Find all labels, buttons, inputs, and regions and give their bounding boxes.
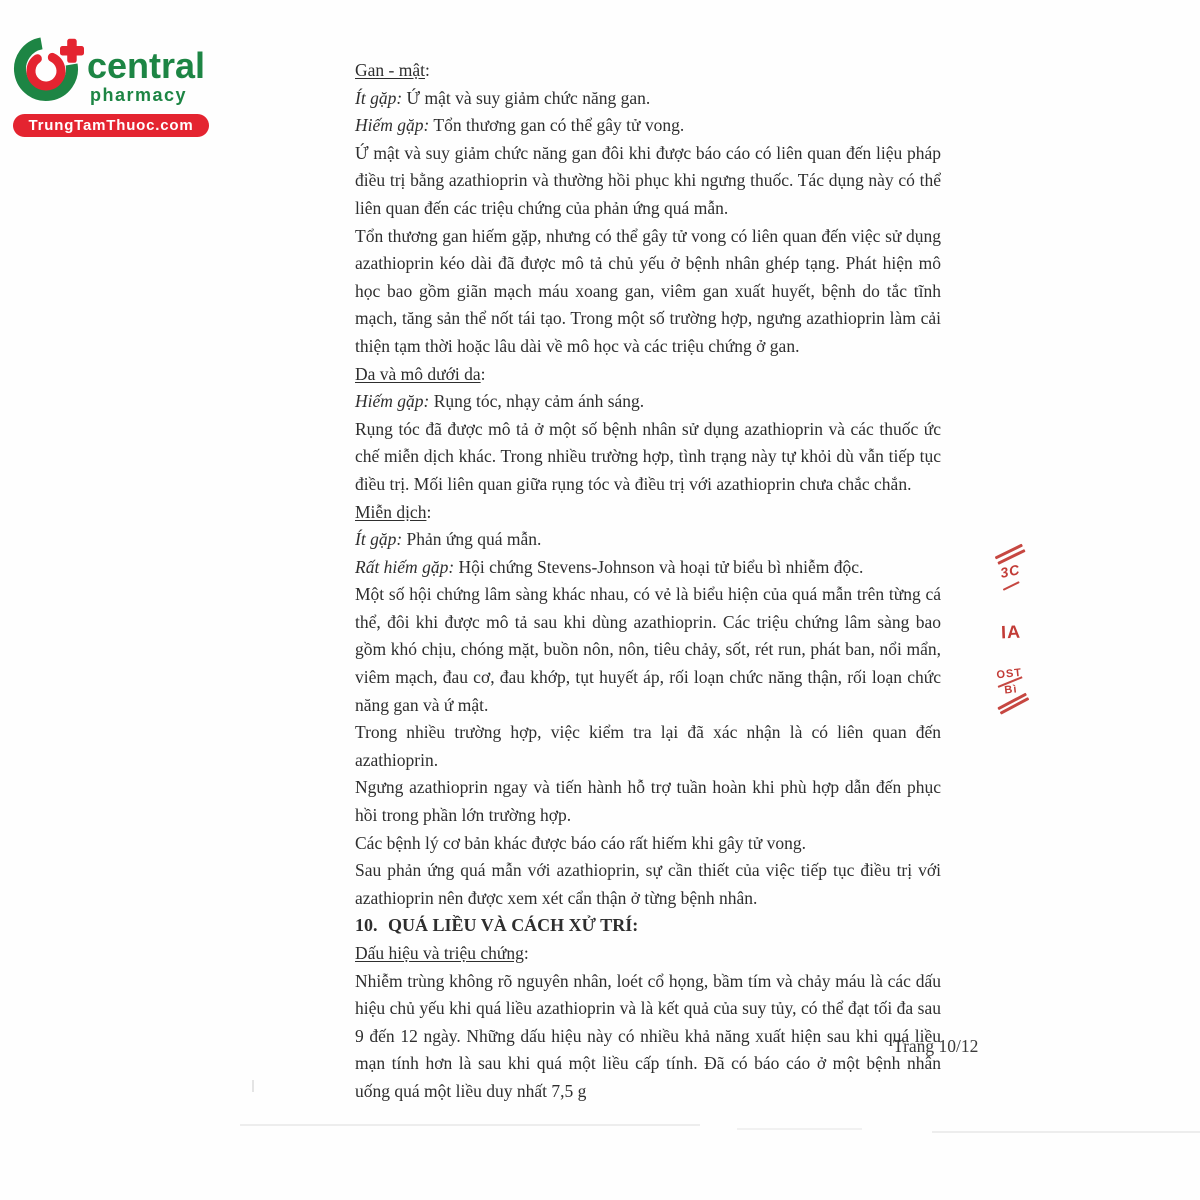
- paragraph: Các bệnh lý cơ bản khác được báo cáo rất hiếm khi gây tử vong.: [355, 832, 807, 853]
- section-heading-overdose: 10. QUÁ LIỀU VÀ CÁCH XỬ TRÍ:: [355, 912, 941, 940]
- scan-artifact-line: [737, 1128, 862, 1130]
- central-pharmacy-c-plus-icon: [13, 30, 85, 108]
- subsection-heading: Miễn dịch:: [355, 501, 432, 522]
- subsection-heading: Gan - mật:: [355, 60, 430, 80]
- paragraph: Trong nhiều trường hợp, việc kiểm tra lại đã xác nhận là có liên quan đến azathioprin.: [355, 722, 941, 770]
- section-number: 10.: [355, 915, 378, 936]
- subsection-heading: Da và mô dưới da:: [355, 363, 486, 384]
- stamp-text-top: OST: [995, 666, 1023, 682]
- scan-artifact-line: [240, 1124, 700, 1126]
- red-stamp-fragment-3: [993, 666, 1030, 714]
- central-pharmacy-logo: [13, 30, 223, 142]
- stamp-strokes: [995, 544, 1023, 560]
- page-number: Trang 10/12: [893, 1036, 979, 1056]
- frequency-line: Hiếm gặp: Tổn thương gan có thể gây tử vong.: [355, 115, 685, 136]
- paragraph: Ứ mật và suy giảm chức năng gan đôi khi được báo cáo có liên quan đến liệu pháp điều trị bằng azathioprin và thường hồi phục khi ngưng thuốc. Tác dụng này có thể liên quan đến các triệu chứng của phản ứng quá mẫn.: [355, 142, 941, 218]
- scan-artifact-mark: [252, 1080, 254, 1092]
- subsection-heading: Dấu hiệu và triệu chứng:: [355, 943, 529, 963]
- logo-website-badge: TrungTamThuoc.com: [13, 114, 209, 137]
- red-stamp-fragment-2: IA: [1000, 621, 1022, 643]
- paragraph: Nhiễm trùng không rõ nguyên nhân, loét cổ họng, bầm tím và chảy máu là các dấu hiệu chủ yếu khi quá liều azathioprin và là kết quả của suy tủy, có thể đạt tối đa sau 9 đến 12 ngày. Những dấu hiệu này có nhiều khả năng xuất hiện sau khi quá liều mạn tính hơn là sau khi quá một liều cấp tính. Đã có báo cáo ở một bệnh nhân uống quá một liều duy nhất 7,5 g: [355, 970, 941, 1101]
- scan-artifact-line: [932, 1131, 1200, 1133]
- paragraph: Rụng tóc đã được mô tả ở một số bệnh nhân sử dụng azathioprin và các thuốc ức chế miễn dịch khác. Trong nhiều trường hợp, tình trạng này tự khỏi dù vẫn tiếp tục điều trị. Mối liên quan giữa rụng tóc và điều trị với azathioprin chưa chắc chắn.: [355, 418, 941, 494]
- stamp-text-bottom: Bì: [1003, 683, 1019, 697]
- red-stamp-fragment-1: 3C: [994, 549, 1027, 588]
- logo-brand-text: central: [87, 45, 206, 86]
- paragraph: Tổn thương gan hiếm gặp, nhưng có thể gây tử vong có liên quan đến việc sử dụng azathioprin kéo dài đã được mô tả chủ yếu ở bệnh nhân ghép tạng. Phát hiện mô học bao gồm giãn mạch máu xoang gan, viêm gan xuất huyết, bệnh do tắc tĩnh mạch, tăng sản thể nốt tái tạo. Trong một số trường hợp, ngưng azathioprin làm cải thiện tạm thời hoặc lâu dài về mô học và các triệu chứng ở gan.: [355, 225, 941, 356]
- document-body: [355, 57, 941, 1106]
- frequency-line: Ít gặp: Ứ mật và suy giảm chức năng gan.: [355, 87, 651, 108]
- logo-tagline-text: pharmacy: [90, 85, 188, 105]
- frequency-line: Hiếm gặp: Rụng tóc, nhạy cảm ánh sáng.: [355, 391, 645, 412]
- paragraph: Ngưng azathioprin ngay và tiến hành hỗ trợ tuần hoàn khi phù hợp dẫn đến phục hồi trong phần lớn trường hợp.: [355, 777, 941, 826]
- paragraph: Sau phản ứng quá mẫn với azathioprin, sự cần thiết của việc tiếp tục điều trị với azathioprin nên được xem xét cẩn thận ở từng bệnh nhân.: [355, 860, 941, 908]
- paragraph: Một số hội chứng lâm sàng khác nhau, có vẻ là biểu hiện của quá mẫn trên từng cá thể, đôi khi được mô tả sau khi dùng azathioprin. Các triệu chứng lâm sàng bao gồm khó chịu, chóng mặt, buồn nôn, nôn, tiêu chảy, sốt, rét run, phát ban, nổi mẩn, viêm mạch, đau cơ, đau khớp, tụt huyết áp, rối loạn chức năng thận, rối loạn chức năng gan và ứ mật.: [355, 584, 941, 715]
- stamp-stroke: [1003, 581, 1020, 591]
- frequency-line: Rất hiếm gặp: Hội chứng Stevens-Johnson và hoại tử biểu bì nhiễm độc.: [355, 556, 864, 577]
- frequency-line: Ít gặp: Phản ứng quá mẫn.: [355, 529, 542, 550]
